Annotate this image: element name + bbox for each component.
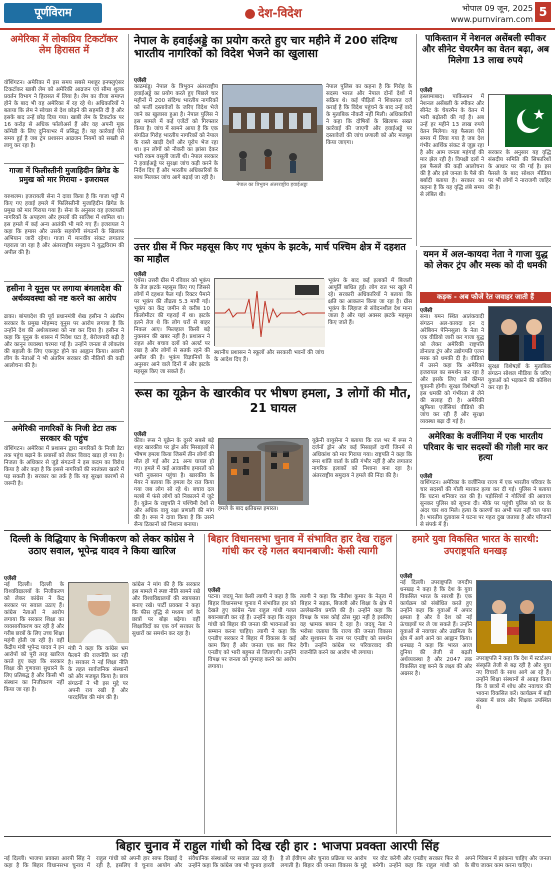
bhupender-yadav-photo — [68, 582, 128, 642]
headline-dhankhar: हमारे युवा विकसित भारत के सारथी: उपराष्ट्रपति धनखड़ — [411, 534, 540, 557]
story-russia-body-cont2: यूक्रेनी वायुसेना ने बताया कि रात भर में रूस ने दर्जनों ड्रोन और कई मिसाइलें दागीं जिनमें से अधिकांश को मार गिराया गया। राष्ट्रपति ने कहा कि रूस शांति वार्ता के प्रति गंभीर नहीं है और लगातार नागरिक इलाकों को निशाना बना रहा है। अंतरराष्ट्रीय समुदाय ने हमले की निंदा की है। — [312, 438, 412, 479]
story-russia-body-cont: हमले के बाद क्षतिग्रस्त इमारत। — [218, 506, 279, 512]
story-pakistan-body-cont: सरकार के अनुसार यह वृद्धि संसदीय समिति की सिफारिशों के आधार पर की गई है। इस फैसले के बाद सोशल मीडिया पर भी लोगों ने नाराजगी जाहिर की है। — [488, 150, 551, 191]
pakistan-byline: एजेंसी — [420, 88, 433, 94]
headline-delhi: दिल्ली के विद्धियाए के भिजीकरण को लेकर कांग्रेस ने उठाए सवाल, भूपेन्द्र यादव ने किया खारिज — [10, 534, 194, 557]
story-tiktoker-body: वॉशिंगटन। अमेरिका में इस समय सबसे मशहूर इनफ्लुएंसर टिकटॉकर खाबी लेम को अमेरिकी आव्रजन एवं सीमा शुल्क प्रवर्तन विभाग ने हिरासत में लिया है। लेम का वीजा समाप्त होने के बाद भी वह अमेरिका में रह रहे थे। अधिकारियों ने बताया कि लेम ने स्वेच्छा से देश छोड़ने की सहमति दी है और इसके बाद उन्हें छोड़ दिया गया। खाबी लेम के टिकटॉक पर 16 करोड़ से अधिक फॉलोअर्स हैं और वह अपनी मूक कॉमेडी के लिए दुनियाभर में प्रसिद्ध हैं। यह कार्रवाई ऐसे समय हुई है जब ट्रंप प्रशासन आव्रजन नियमों को सख्ती से लागू कर रहा है। — [4, 80, 124, 149]
headline-nepal: नेपाल के हवाईअड्डे का प्रयोग करते हुए चार महीने में 200 संदिग्ध भारतीय नागरिकों को विदेश भेजने का खुलासा — [134, 34, 398, 60]
headline-yemen: यमन में अल-कायदा नेता ने गाजा युद्ध को लेकर ट्रंप और मस्क को दी धमकी — [423, 250, 548, 271]
story-delhi-body: नई दिल्ली। दिल्ली के विश्वविद्यालयों के निजीकरण को लेकर कांग्रेस ने केंद्र सरकार पर सवाल उठाए हैं। कांग्रेस नेताओं ने आरोप लगाया कि सरकार शिक्षा का व्यवसायीकरण कर रही है और गरीब छात्रों के लिए उच्च शिक्षा महंगी होती जा रही है। वहीं केंद्रीय मंत्री भूपेन्द्र यादव ने इन आरोपों को पूरी तरह खारिज करते हुए कहा कि सरकार शिक्षा की गुणवत्ता सुधारने के लिए प्रतिबद्ध है और किसी भी संस्थान का निजीकरण नहीं किया जा रहा है। — [4, 582, 64, 693]
headline-russia: रूस का यूक्रेन के खारकीव पर भीषण हमला, 3 लोगों की मौत, 21 घायल — [134, 386, 412, 415]
issue-date: भोपाल 09 जून, 2025 — [462, 4, 533, 13]
headline-bihar-tyagi: बिहार विधानसभा चुनाव में संभावित हार देख राहुल गांधी कर रहे गलत बयानबाजी: केसी त्यागी — [208, 534, 392, 557]
headline-rahul-rp-singh: बिहार चुनाव में राहुल गांधी को दिख रही हार : भाजपा प्रवक्ता आरपी सिंह — [116, 839, 439, 853]
story-greece-body-cont: स्थानीय प्रशासन ने स्कूलों और सरकारी भवनों की जांच के आदेश दिए हैं। — [214, 350, 324, 363]
section-bullet-icon — [245, 9, 255, 19]
section-title — [245, 4, 302, 21]
delhi-byline: एजेंसी — [4, 576, 17, 582]
virginia-byline: एजेंसी — [420, 474, 433, 480]
headline-greece: उत्तर ग्रीस में फिर महसूस किए गए भूकंप के झटके, मार्च पश्चिम क्षेत्र में दहशत का माहौल — [134, 242, 406, 265]
headline-pakistan: पाकिस्तान में नेशनल असेंबली स्पीकर और सीनेट चेयरमैन का वेतन बढ़ा, अब मिलेगा 13 लाख रुपये — [422, 34, 549, 66]
pakistan-flag-photo — [488, 94, 551, 146]
section-label: देश-विदेश — [258, 6, 302, 20]
page-number: 5 — [535, 2, 551, 22]
story-pakistan-body: इस्लामाबाद। पाकिस्तान में नेशनल असेंबली के स्पीकर और सीनेट के चेयरमैन के वेतन में भारी बढ़ोतरी की गई है। अब उन्हें हर महीने 13 लाख रुपये वेतन मिलेगा। यह फैसला ऐसे समय में लिया गया है जब देश गंभीर आर्थिक संकट से जूझ रहा है और आम जनता महंगाई की मार झेल रही है। विपक्षी दलों ने इस फैसले की कड़ी आलोचना की है और इसे जनता के पैसे की बर्बादी बताया है। सरकार का कहना है कि यह वृद्धि लंबे समय से लंबित थी। — [420, 94, 484, 198]
headline-hasina: हसीना ने यूनुस पर लगाया बंगलादेश की अर्थव्यवस्था को नष्ट करने का आरोप — [6, 284, 122, 303]
website-link[interactable]: www.purnviram.com — [450, 15, 533, 24]
headline-virginia: अमेरिका के वर्जीनिया में एक भारतीय परिवार के चार सदस्यों की गोली मार कर हत्या — [423, 432, 548, 463]
story-virginia-body: वाशिंगटन। अमेरिका के वर्जीनिया राज्य में एक भारतीय परिवार के चार सदस्यों की गोली मारकर हत्या कर दी गई। पुलिस ने बताया कि घटना शनिवार रात की है। पड़ोसियों ने गोलियों की आवाज सुनकर पुलिस को सूचना दी। मौके पर पहुंची पुलिस को घर के अंदर चार शव मिले। हत्या के कारणों का अभी पता नहीं चल पाया है। भारतीय दूतावास ने घटना पर गहरा दुख जताया है और परिजनों से संपर्क में है। — [420, 480, 551, 528]
dhankhar-event-photo — [476, 580, 551, 652]
yemen-strip: कड़क - अब फौजें रेत जवाहर जाती हैं — [420, 292, 551, 303]
story-nepal-body-cont: नेपाल पुलिस का कहना है कि गिरोह के सदस्य भारत और नेपाल दोनों देशों में सक्रिय थे। कई पीड़ितों ने शिकायत दर्ज कराई है कि विदेश पहुंचने के बाद उन्हें वादे के मुताबिक नौकरी नहीं मिली। अधिकारियों ने कहा कि दोषियों के खिलाफ सख्त कार्रवाई की जाएगी और हवाईअड्डे पर दस्तावेजों की जांच प्रणाली को और मजबूत किया जाएगा। — [326, 84, 412, 146]
nepal-photo-caption: नेपाल का त्रिभुवन अंतरराष्ट्रीय हवाईअड्डा — [236, 182, 308, 188]
story-dhankhar-body-cont: उपराष्ट्रपति ने कहा कि देश में स्टार्टअप संस्कृति तेजी से बढ़ रही है और युवा नए विचारों के साथ आगे आ रहे हैं। उन्होंने शिक्षा संस्थानों से आग्रह किया कि वे छात्रों में शोध और नवाचार की भावना विकसित करें। कार्यक्रम में बड़ी संख्या में छात्र और शिक्षक उपस्थित थे। — [476, 656, 551, 711]
russia-byline: एजेंसी — [134, 432, 147, 438]
nepal-byline: एजेंसी — [134, 78, 147, 84]
story-nepal-body: काठमांडू। नेपाल के त्रिभुवन अंतरराष्ट्रीय हवाईअड्डे का प्रयोग करते हुए पिछले चार महीनों में 200 संदिग्ध भारतीय नागरिकों को फर्जी दस्तावेजों के जरिए विदेश भेजे जाने का खुलासा हुआ है। नेपाल पुलिस ने इस मामले में कई एजेंटों को गिरफ्तार किया है। जांच में सामने आया है कि एक संगठित गिरोह भारतीय नागरिकों को नेपाल के रास्ते खाड़ी देशों और यूरोप भेज रहा था। इन लोगों को नौकरी का झांसा देकर भारी रकम वसूली जाती थी। नेपाल सरकार ने हवाईअड्डे पर सुरक्षा जांच कड़ी करने के निर्देश दिए हैं और भारतीय अधिकारियों के साथ मिलकर जांच आगे बढ़ाई जा रही है। — [134, 84, 218, 181]
story-gaza-body: यरुशलम। इजरायली सेना ने दावा किया है कि गाजा पट्टी में किए गए हवाई हमले में फिलिस्तीनी मुजाहिदीन ब्रिगेड के प्रमुख को मार गिराया गया है। सेना के अनुसार वह इजरायली नागरिकों के अपहरण और हमलों की साजिश में शामिल था। इस हमले में कई अन्य आतंकी भी मारे गए हैं। इजरायल ने कहा कि हमास और उसके सहयोगी संगठनों के खिलाफ अभियान जारी रहेगा। गाजा में मानवीय संकट लगातार गहराता जा रहा है और अंतरराष्ट्रीय समुदाय ने युद्धविराम की अपील की है। — [4, 194, 124, 256]
bihar-byline: एजेंसी — [208, 588, 221, 594]
headline-gaza: गाजा में फिलीस्तीनी मुजाहिदीन ब्रिगेड के प्रमुख को मार गिराया - इजरायल — [9, 166, 119, 184]
brand-logo: पूर्णविराम — [4, 3, 102, 23]
story-yemen-body: सना। यमन स्थित आतंकवादी संगठन अल-कायदा इन द अरेबियन पेनिनसुला के नेता ने एक वीडियो जारी कर गाजा युद्ध को लेकर अमेरिकी राष्ट्रपति डोनाल्ड ट्रंप और उद्योगपति एलन मस्क को धमकी दी है। वीडियो में उसने कहा कि अमेरिका इजरायल का समर्थन कर रहा है और इसके लिए उसे कीमत चुकानी होगी। सुरक्षा विशेषज्ञों ने इस धमकी को गंभीरता से लेने की सलाह दी है। अमेरिकी खुफिया एजेंसियां वीडियो की जांच कर रही हैं और सुरक्षा व्यवस्था बढ़ा दी गई है। — [420, 314, 484, 425]
story-greece-body: एथेंस। उत्तरी ग्रीस में रविवार को भूकंप के तेज झटके महसूस किए गए जिससे लोगों में दहशत फैल गई। रिक्टर पैमाने पर भूकंप की तीव्रता 5.3 मापी गई। भूकंप का केंद्र जमीन से करीब 10 किलोमीटर की गहराई में था। झटके इतने तेज थे कि लोग घरों से बाहर निकल आए। फिलहाल किसी बड़े नुकसान की खबर नहीं है। प्रशासन ने राहत और बचाव दलों को अलर्ट पर रखा है और लोगों से सतर्क रहने की अपील की है। भूकंप विज्ञानियों के अनुसार आने वाले दिनों में और झटके महसूस किए जा सकते हैं। — [134, 278, 210, 375]
nepal-airport-photo — [222, 84, 322, 180]
story-delhi-body-cont: मंत्री ने कहा कि कांग्रेस भ्रम फैलाने की राजनीति कर रही है। सरकार ने नई शिक्षा नीति के तहत सार्वजनिक संस्थानों को और मजबूत किया है। छात्र संगठनों ने भी इस मुद्दे पर अपनी राय रखी है और पारदर्शिता की मांग की है। — [68, 646, 128, 701]
story-hasina-body: ढाका। बांग्लादेश की पूर्व प्रधानमंत्री शेख हसीना ने अंतरिम सरकार के प्रमुख मोहम्मद यूनुस पर आरोप लगाया है कि उन्होंने देश की अर्थव्यवस्था को नष्ट कर दिया है। हसीना ने कहा कि यूनुस के शासन में निवेश घटा है, बेरोजगारी बढ़ी है और कानून व्यवस्था चरमरा गई है। उन्होंने जनता से लोकतंत्र की बहाली के लिए एकजुट होने का आह्वान किया। अवामी लीग के नेताओं ने भी अंतरिम सरकार की नीतियों की कड़ी आलोचना की है। — [4, 314, 124, 369]
seismograph-photo — [214, 278, 324, 346]
story-rahul-body: नई दिल्ली। भाजपा प्रवक्ता आरपी सिंह ने कहा है कि बिहार विधानसभा चुनाव में राहुल गांधी को अपनी हार साफ दिखाई दे रही है, इसलिए वे चुनाव आयोग और संवैधानिक संस्थाओं पर सवाल उठा रहे हैं। उन्होंने कहा कि कांग्रेस जब भी चुनाव हारती है तो ईवीएम और चुनाव प्रक्रिया पर आरोप लगाती है। बिहार की जनता विकास के मुद्दे पर वोट करेगी और एनडीए सरकार फिर से बनेगी। उन्होंने कहा कि राहुल गांधी को अपने गिरेबान में झांकना चाहिए और जनता के बीच जाकर काम करना चाहिए। — [4, 856, 551, 869]
story-bihar-body-cont: त्यागी ने कहा कि नीतीश कुमार के नेतृत्व में बिहार ने सड़क, बिजली और शिक्षा के क्षेत्र में उल्लेखनीय प्रगति की है। उन्होंने कहा कि विपक्ष के पास कोई ठोस मुद्दा नहीं है इसलिए वह भ्रामक बयान दे रहा है। जदयू नेता ने भरोसा जताया कि राज्य की जनता विकास और सुशासन के नाम पर एनडीए को समर्थन देगी। उन्होंने कांग्रेस पर परिवारवाद की राजनीति करने का आरोप भी लगाया। — [300, 594, 392, 656]
greece-byline: एजेंसी — [134, 272, 147, 278]
kharkiv-attack-photo — [218, 438, 308, 504]
story-yemen-body-cont: सुरक्षा विशेषज्ञों के मुताबिक संगठन सोशल मीडिया के जरिए युवाओं को भड़काने की कोशिश कर रहा है। — [488, 364, 551, 391]
story-data-access-body: वॉशिंगटन। अमेरिका में प्रशासन द्वारा नागरिकों के निजी डेटा तक पहुंच बढ़ाने के प्रयासों को लेकर विवाद खड़ा हो गया है। निजता के अधिकार से जुड़े संगठनों ने इस कदम का विरोध किया है और कहा है कि इससे नागरिकों की स्वतंत्रता खतरे में पड़ सकती है। सरकार का तर्क है कि यह सुरक्षा कारणों से जरूरी है। — [4, 446, 124, 487]
yemen-byline: एजेंसी — [420, 308, 433, 314]
headline-tiktoker: अमेरिका में लोकप्रिय टिकटॉकर लेम हिरासत में — [10, 34, 118, 56]
story-greece-body-cont2: भूकंप के बाद कई इलाकों में बिजली आपूर्ति बाधित हुई। लोग रात भर खुले में रहे। सरकारी अधिकारियों ने बताया कि क्षति का आकलन किया जा रहा है। ग्रीस भूकंप के लिहाज से संवेदनशील देश माना जाता है और यहां अक्सर झटके महसूस किए जाते हैं। — [328, 278, 412, 326]
story-bihar-body: पटना। जदयू नेता केसी त्यागी ने कहा है कि बिहार विधानसभा चुनाव में संभावित हार को देखते हुए कांग्रेस नेता राहुल गांधी गलत बयानबाजी कर रहे हैं। उन्होंने कहा कि राहुल गांधी को बिहार की जनता की भावनाओं का सम्मान करना चाहिए। त्यागी ने कहा कि एनडीए सरकार ने बिहार में विकास के कई काम किए हैं और जनता एक बार फिर एनडीए को भारी बहुमत से जिताएगी। उन्होंने विपक्ष पर जनता को गुमराह करने का आरोप लगाया। — [208, 594, 296, 670]
dhankhar-byline: एजेंसी — [400, 574, 413, 580]
musk-trump-photo — [488, 306, 551, 360]
story-russia-body: कीव। रूस ने यूक्रेन के दूसरे सबसे बड़े शहर खारकीव पर ड्रोन और मिसाइलों से भीषण हमला किया जिसमें तीन लोगों की मौत हो गई और 21 अन्य घायल हो गए। हमले में कई आवासीय इमारतों को भारी नुकसान पहुंचा है। खारकीव के मेयर ने बताया कि हमला देर रात किया गया जब लोग सो रहे थे। बचाव दल मलबे में फंसे लोगों को निकालने में जुटे हैं। यूक्रेन के राष्ट्रपति ने पश्चिमी देशों से और अधिक वायु रक्षा प्रणाली की मांग की है। रूस ने दावा किया है कि उसने सैन्य ठिकानों को निशाना बनाया। — [134, 438, 215, 528]
dateline — [451, 3, 533, 25]
page-header — [0, 0, 555, 30]
headline-data-access: अमेरिकी नागरिकों के निजी डेटा तक सरकार की पहुंच — [11, 424, 117, 443]
story-dhankhar-body: नई दिल्ली। उपराष्ट्रपति जगदीप धनखड़ ने कहा है कि देश के युवा विकसित भारत के सारथी हैं। एक कार्यक्रम को संबोधित करते हुए उन्होंने कहा कि युवाओं में अपार क्षमता है और वे देश को नई ऊंचाइयों पर ले जा सकते हैं। उन्होंने युवाओं से नवाचार और उद्यमिता के क्षेत्र में आगे आने का आह्वान किया। धनखड़ ने कहा कि भारत आज दुनिया की तेजी से बढ़ती अर्थव्यवस्था है और 2047 तक विकसित राष्ट्र बनने के लक्ष्य की ओर अग्रसर है। — [400, 580, 472, 677]
story-delhi-body-cont2: कांग्रेस ने मांग की है कि सरकार इस मामले में स्पष्ट नीति सामने रखे और विश्वविद्यालयों की स्वायत्तता बनाए रखे। पार्टी प्रवक्ता ने कहा कि फीस वृद्धि से मध्यम वर्ग के छात्रों पर बोझ बढ़ेगा। वहीं शिक्षाविदों का एक वर्ग सरकार के सुधारों का समर्थन कर रहा है। — [132, 582, 200, 637]
